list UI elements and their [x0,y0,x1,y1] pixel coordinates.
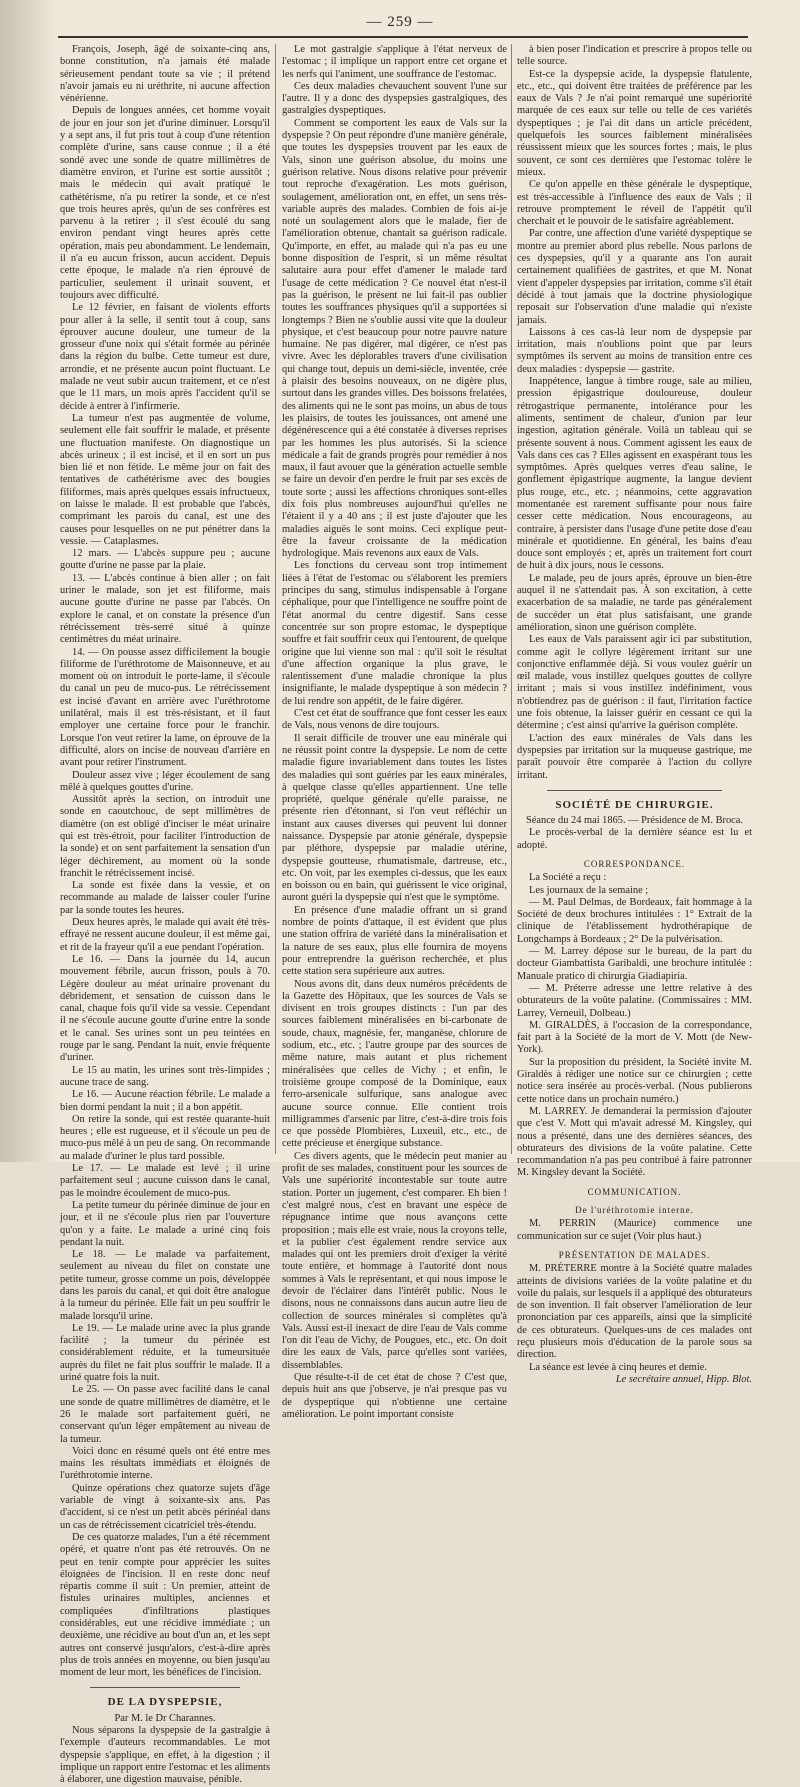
paragraph: Nous avons dit, dans deux numéros précédents de la Gazette des Hôpitaux, que les sources de Vals se divisent en trois groupes distincts : l'un par des sources faiblement minéralisées en bi-carbonate de soude, chaux, magnésie, fer, manganèse, chlorure de sodium, etc., etc. ; l'autre groupe par des sources de même nature, mais autant et plus richement minéralisées que celles de Vichy ; et enfin, le troisième groupe composé de la Dominique, eaux ferro-arsenicale sulfurique, sans analogue avec aucune source connue. Elle contient trois milligrammes d'arsenic par litre, c'est-à-dire trois fois ce que possède Plombières, Luxeuil, etc., etc., de cette précieuse et énergique substance. [282,978,507,1150]
paragraph: Le 12 février, en faisant de violents efforts pour aller à la selle, il sentit tout à coup, sans éprouver aucune douleur, une tumeur de la grosseur d'une noix qui s'était formée au périnée dans la région du bulbe. Cette tumeur est dure, arrondie, et ne présente aucun point fluctuant. Le malade ne veut subir aucun traitement, et ce n'est que le 11 mars, un mois après l'accident qu'il se décide à entrer à l'infirmerie. [60,302,270,412]
paragraph: La séance est levée à cinq heures et demie. [529,1361,707,1373]
paragraph: Que résulte-t-il de cet état de chose ? C'est que, depuis huit ans que j'observe, je n'ai presque pas vu de dyspeptique qui n'obtienne une certaine amélioration. Le point important consiste [282,1372,507,1420]
paragraph: La petite tumeur du périnée diminue de jour en jour, et il ne s'écoule plus rien par l'ouverture qu'on y a faite. Le malade a uriné cinq fois pendant la nuit. [60,1199,270,1248]
page-number: — 259 — [366,14,434,30]
communication-subtitle: De l'uréthrotomie interne. [575,1205,694,1216]
communication-heading: COMMUNICATION. [587,1186,682,1197]
paragraph: Les eaux de Vals paraissent agir ici par substitution, comme agit le collyre légèrement irritant sur une conjonctive enflammée déjà. Si vous voulez guérir un œil malade, vous instillez quelques gouttes de collyre irritant ; mais si vous instillez indéfiniment, vous n'obtiendrez pas de guérison : il faut, l'irritation factice une fois obtenue, la laisser guérir en cessant ce qui la détermine ; c'est ainsi qu'arrive la guérison complète. [517,634,752,732]
section-rule [547,790,722,791]
paragraph: M. LARREY. Je demanderai la permission d'ajouter que c'est V. Mott qui m'avait adressé M. Kingsley, qui nous a présenté, dans une des dernières séances, des obturateurs des divisions de la voûte palatine. Cette recommandation n'a pas peu contribué à faire patronner M. Kingsley devant la Société. [517,1105,752,1179]
paragraph: à bien poser l'indication et prescrire à propos telle ou telle source. [517,44,752,68]
correspondence-heading: CORRESPONDANCE. [583,859,686,869]
signature: Le secrétaire annuel, Hipp. Blot. [615,1373,752,1385]
paragraph: En présence d'une maladie offrant un si grand nombre de points d'attaque, il est évident que plus une station offrira de variété dans la minéralisation et la nature de ses eaux, plus elle fournira de moyens pour entreprendre la guérison recherchée, et plus cette station sera supérieure aux autres. [282,904,507,978]
paragraph: Le procès-verbal de la dernière séance est lu et adopté. [517,827,752,851]
paragraph: De ces quatorze malades, l'un a été récemment opéré, et quatre n'ont pas été retrouvés. On ne peut en tenir compte pour apprécier les suites éloignées de l'incision. Il en reste donc neuf répartis comme il suit : Un premier, atteint de fistules urinaires multiples, anciennes et compliquées d'infiltrations plastiques considérables, eut une récidive immédiate ; un deuxième, une récidive au bout d'un an, et les sept autres ont conservé jusqu'alors, c'est-à-dire après plus de trois années en moyenne, ou bien jusqu'au moment de leur mort, les bénéfices de l'incision. [60,1531,270,1679]
paragraph: Ces deux maladies chevauchent souvent l'une sur l'autre. Il y a donc des dyspepsies gastralgiques, des gastralgies dyspeptiques. [282,80,507,117]
paragraph: Deux heures après, le malade qui avait été très-effrayé ne ressent aucune douleur, il est même gai, et rit de la frayeur qu'il a eue pendant l'opération. [60,917,271,953]
paragraph: Il serait difficile de trouver une eau minérale qui ne réussit point contre la dyspepsie. Le nom de cette maladie figure invariablement dans toutes les listes des maladies qui sont guéries par les eaux minérales, à quelque classe qu'elles appartiennent. Une telle propriété, quelque générale qu'elle paraisse, ne présente rien d'étonnant, si l'on veut réfléchir un instant aux causes diverses qui peuvent lui donner naissance. Dyspepsie par atonie générale, dyspepsie par pléthore, dyspepsie par maladie utérine, dyspepsie goutteuse, rhumatismale, dartreuse, etc., etc. On voit, par les exemples ci-dessus, que les eaux en boisson ou en bain, qui guérissent le vice original, auront guéri la dyspepsie qui n'est que le symptôme. [282,732,507,904]
paragraph: 14. — On pousse assez difficilement la bougie filiforme de l'uréthrotome de Maisonneuve, et au moment où on introduit le porte-lame, il s'écoule du canal un peu de muco-pus. Le rétrécissement est incisé d'avant en arrière avec l'uréthrotome unilatéral, mais il est très-résistant, et il faut employer une certaine force pour le franchir. Lorsque l'on veut retirer la lame, on éprouve de la difficulté, alors on incise de nouveau d'arrière en avant pour retirer l'instrument. [60,646,270,769]
column-3 [517,44,752,1385]
paragraph: Quinze opérations chez quatorze sujets d'âge variable de vingt à soixante-six ans. Pas d'accident, si ce n'est un petit abcès périnéal dans un cas de rétrécissement cicatriciel très-étendu. [60,1482,270,1531]
paragraph: 13. — L'abcès continue à bien aller ; on fait uriner le malade, son jet est filiforme, mais aucune goutte d'urine ne passe par l'abcès. On explore le canal, et on constate la présence d'un rétrécissement très-serré situé à quinze centimètres du méat urinaire. [60,572,270,646]
article-author: Par M. le Dr Charannes. [114,1712,216,1724]
paragraph: M. GIRALDÈS, à l'occasion de la correspondance, fait part à la Société de la mort de V. Mott (de New-York). [517,1019,752,1056]
paragraph: Ce qu'on appelle en thèse générale le dyspeptique, est très-accessible à l'influence des eaux de Vals ; il retrouve promptement le réveil de l'appétit qu'il cherchait et le pouvoir de le satisfaire agréablement. [517,179,752,228]
paragraph: Douleur assez vive ; léger écoulement de sang mêlé à quelques gouttes d'urine. [60,769,270,793]
column-divider-1 [275,44,276,1154]
paragraph: 12 mars. — L'abcès suppure peu ; aucune goutte d'urine ne passe par la plaie. [60,548,270,572]
paragraph: La tumeur n'est pas augmentée de volume, seulement elle fait souffrir le malade, et présente une fluctuation manifeste. On diagnostique un abcès urineux ; il est incisé, et il en sort un pus bien lié et non fétide. Le même jour on fait des tentatives de cathétérisme avec des bougies filiformes, mais après quelques essais infructueux, on laisse le malade. Il est probable que l'abcès, comprimant les parois du canal, est une des causes pour lesquelles on ne put pénétrer dans la vessie. — Cataplasmes. [60,412,270,547]
paragraph: Sur la proposition du président, la Société invite M. Giraldès à rédiger une notice sur ce chirurgien ; cette notice sera insérée au procès-verbal. (Nous publierons cette notice dans un prochain numéro.) [517,1056,752,1105]
paragraph: Les journaux de la semaine ; [529,884,649,896]
paragraph: Le 25. — On passe avec facilité dans le canal une sonde de quatre millimètres de diamètre, et le 26 le malade sort parfaitement guéri, ne conservant qu'un léger empâtement au niveau de la tumeur. [60,1384,270,1445]
paragraph: C'est cet état de souffrance que font cesser les eaux de Vals, nous venons de dire toujours. [282,708,507,732]
paragraph: Le mot gastralgie s'applique à l'état nerveux de l'estomac ; il implique un rapport entre cet organe et les nerfs qui l'animent, une souffrance de l'estomac. [282,44,507,80]
society-title: SOCIÉTÉ DE CHIRURGIE. [555,798,714,811]
paragraph: M. PERRIN (Maurice) commence une communication sur ce sujet (Voir plus haut.) [517,1218,752,1242]
paragraph: La sonde est fixée dans la vessie, et on recommande au malade de laisser couler l'urine par la sonde toutes les heures. [60,880,270,916]
paragraph: Est-ce la dyspepsie acide, la dyspepsie flatulente, etc., etc., qui doivent être traitées de préférence par les eaux de Vals ? Je n'ai point remarqué une supériorité marquée de ces eaux sur telle ou telle de ces variétés dyspeptiques ; je l'ai dit dans un article précédent, quelquefois les sources faiblement minéralisées réussissent mieux que les sources fortes ; mais, le plus souvent, ce sont ces dernières que l'estomac tolère le mieux. [517,68,752,178]
header-rule [58,36,748,38]
paragraph: — M. Préterre adresse une lettre relative à des obturateurs de la voûte palatine. (Commissaires : MM. Larrey, Verneuil, Dolbeau.) [517,982,752,1019]
presentation-heading: PRÉSENTATION DE MALADES. [558,1249,711,1260]
paragraph: Ces divers agents, que le médecin peut manier au profit de ses malades, constituent pour les sources de Vals une supériorité incontestable sur toute autre station. Porter un jugement, c'est comparer. Eh bien ! c'est malgré nous, c'est en bravant une espèce de répugnance intime que nous avançons cette proposition ; mais elle est vraie, nous la croyons telle, et la publier c'est également rendre service aux malades qui ont les premiers droit d'exiger la vérité toute entière, et hommage à l'autorité dont nous sommes à Vals le représentant, et qui nous impose le devoir de l'éclairer dans l'intérêt public. Nous le disons, nous ne connaissons dans aucun autre lieu de collection de sources minérales si complètes qu'à Vals. Aussi est-il inexact de dire l'eau de Vals comme l'on dit l'eau de Vichy, de Pougues, etc., etc. On doit dire les eaux de Vals, parce qu'elles sont variées, dissemblables. [282,1150,507,1371]
paragraph: Le 18. — Le malade va parfaitement, seulement au niveau du filet on constate une petite tumeur, grosse comme un pois, développée dans les parois du canal, et qui doit être analogue à la tumeur du périnée. Elle fait un peu souffrir le malade lorsqu'il urine. [60,1249,270,1322]
column-1 [60,44,271,1786]
paragraph: Inappétence, langue à timbre rouge, sale au milieu, pression épigastrique douloureuse, douleur rétrogastrique permanente, intolérance pour les aliments, sentiment de chaleur, d'union par leur ingestion, agitation générale. Voilà un tableau qui se présente souvent à nous. Comment agissent les eaux de Vals dans ces cas ? Elles agissent en exaspérant tous les symptômes. Après quelques verres d'eau saline, le gonflement épigastrique augmente, la langue devient plus rouge, etc., etc. ; néanmoins, cette aggravation momentanée est rarement suffisante pour nous faire cesser cette médication. Nous encourageons, au contraire, à persister dans l'usage d'une petite dose d'eau minérale et quotidienne. En général, les bains d'eau douce sont employés ; et, après un traitement fort court de huit à dix jours, nous le cessons. [517,376,752,572]
paragraph: Aussitôt après la section, on introduit une sonde en caoutchouc, de sept millimètres de diamètre (on est obligé d'inciser le méat urinaire qui est très-étroit, pour faciliter l'introduction de la sonde) et on sent parfaitement la sensation d'un léger déchirement, au moment où la sonde franchit le rétrécissement incisé. [60,794,270,879]
paragraph: Les fonctions du cerveau sont trop intimement liées à l'état de l'estomac ou s'élaborent les premiers principes du sang, stimulus indispensable à l'organe céphalique, pour que l'intelligence ne souffre point de l'état anormal du centre digestif. Sans cesse concentrée sur son propre estomac, le dyspeptique souffre et fait souffrir ceux qui l'entourent, de quelque origine que lui vienne son mal : qu'il soit le résultat d'une affection organique la plus grave, le ralentissement d'une maladie chronique la plus insignifiante, le malade dyspeptique à son médecin ? de lui rendre son appétit, de le faire digérer. [282,560,507,707]
paragraph: Par contre, une affection d'une variété dyspeptique se montre au premier abord plus rebelle. Nous parlons de ces dyspepsies, qu'il y a quarante ans l'on aurait certainement qualifiées de gastrites, et que M. Nonat vient d'appeler dyspepsies par irritation, comme s'il était décidé à tout jamais que la doctrine physiologique reposait sur l'observation d'une maladie qui n'existe jamais. [517,228,752,326]
paragraph: François, Joseph, âgé de soixante-cinq ans, bonne constitution, n'a jamais été malade sérieusement pendant toute sa vie ; il prétend n'avoir jamais eu ni uréthrite, ni aucune affection vénérienne. [60,44,270,105]
paragraph: Le 17. — Le malade est levé ; il urine parfaitement seul ; aucune cuisson dans le canal, pas le moindre écoulement de muco-pus. [60,1163,270,1199]
paragraph: Laissons à ces cas-là leur nom de dyspepsie par irritation, mais n'oublions point que par leurs symptômes ils servent au moins de transition entre ces deux maladies : dyspepsie — gastrite. [517,326,752,375]
paragraph: — M. Larrey dépose sur le bureau, de la part du docteur Giambattista Garibaldi, une brochure intitulée : Manuale pratico di chirurgia Giadiapiria. [517,946,752,982]
paragraph: Voici donc en résumé quels ont été entre mes mains les résultats immédiats et éloignés de l'uréthrotomie interne. [60,1445,270,1482]
column-divider-2 [511,44,512,1154]
paragraph: On retire la sonde, qui est restée quarante-huit heures ; elle est rugueuse, et il s'écoule un peu de muco-pus mêlé à un peu de sang. On recommande au malade d'uriner le plus tard possible. [60,1113,270,1162]
paragraph: Le 16. — Aucune réaction fébrile. Le malade a bien dormi pendant la nuit ; il a bon appétit. [60,1089,270,1113]
article-title: DE LA DYSPEPSIE, [107,1696,223,1709]
session-line: Séance du 24 mai 1865. — Présidence de M. Broca. [526,815,743,827]
paragraph: Depuis de longues années, cet homme voyait de jour en jour son jet d'urine diminuer. Lorsqu'il y a sept ans, il fut pris tout à coup d'une rétention complète d'urine, sans cause connue ; il a été sondé avec une sonde de quatre millimètres de diamètre environ, et l'urine est sortie aussitôt ; mais le médecin qui avait pratiqué le cathétérisme, n'a pu retirer la sonde, et ce n'est que trois heures après, qu'un de ses confrères est parvenu à la retirer ; il s'est écoulé du sang environ pendant vingt heures après cette opération, mais peu abondamment. Le lendemain, il n'a eu aucun frisson, aucun accident. Depuis cette époque, le malade n'a rien éprouvé de particulier, seulement il urinait souvent, et toujours avec difficulté. [60,105,270,301]
paragraph: Le 15 au matin, les urines sont très-limpides ; aucune trace de sang. [60,1064,270,1088]
binding-shadow [0,0,58,1162]
column-2 [282,44,507,1420]
paragraph: — M. Paul Delmas, de Bordeaux, fait hommage à la Société de deux brochures intitulées : 1° Extrait de la clinique de l'établissement hydrothérapique de Longchamps à Bordeaux ; 2° De la pulvérisation. [517,896,752,945]
paragraph: Le 16. — Dans la journée du 14, aucun mouvement fébrile, aucun frisson, pouls à 70. Légère douleur au méat urinaire provenant du débridement, et sensation de cuisson dans le canal, chaque fois qu'il vide sa vessie. Cependant il ne s'écoule aucune goutte d'urine entre la sonde et le canal. Ses urines sont un peu teintées en rouge par le sang. Pendant la nuit, envie fréquente d'uriner. [60,953,270,1064]
paragraph: L'action des eaux minérales de Vals dans les dyspepsies par irritation sur la muqueuse gastrique, me paraît pouvoir être comparée à l'action du collyre irritant. [517,732,752,781]
section-rule [90,1687,240,1688]
paragraph: M. PRÉTERRE montre à la Société quatre malades atteints de divisions variées de la voûte palatine et du voile du palais, sur lesquels il a appliqué des obturateurs de son invention. Il fait observer l'amélioration de leur prononciation par ces appareils, ainsi que la simplicité de ces obturateurs. Quelques-uns de ces malades ont reçu plusieurs mois d'éducation de la parole sous sa direction. [517,1263,752,1361]
paragraph: Comment se comportent les eaux de Vals sur la dyspepsie ? On peut répondre d'une manière générale, que toutes les dyspepsies trouvent par les eaux de Vals, sinon une guérison absolue, du moins une guérison relative. Nous disons relative pour prévenir tout reproche d'exagération. Les mots guérison, soulagement, amélioration ont, en effet, un sens très-variable auprès des malades. Combien de fois ai-je noté un soulagement alors que le malade, fier de l'amélioration obtenue, chantait sa guérison radicale. Qu'importe, en effet, au malade qui n'a pas eu une bonne disposition de l'esprit, si un même résultat salutaire aura pour effet d'amener le malade tard l'usage de cette médication ? Ce nouvel état n'est-il pas la guérison, le présent ne lui fait-il pas oublier toutes les souffrances physiques qu'il a supportées si longtemps ? Bien ne s'oublie aussi vite que la douleur physique, et c'est beaucoup pour notre pauvre nature humaine. Ne pas digérer, mal digérer, ce n'est pas vivre. Avec les déplorables travers d'une civilisation qui change tout, depuis un demi-siècle, inventée, crée à plaisir des besoins nouveaux, on ne digère plus, surtout dans les grandes villes. Des boissons frelatées, des aliments qui ne le sont pas moins, un abus de tous les plaisirs, de toutes les jouissances, ont amené une dégénérescence qui a été constatée à diverses reprises par les hommes les plus autorisés. Si la science médicale a fait de grands progrès pour remédier à nos maux, il faut avouer que la génération actuelle semble se faire un devoir d'en perdre le fruit par ses excès de toute sorte ; aussi les affections chroniques sont-elles dix fois plus nombreuses aujourd'hui qu'elles ne l'étaient il y a 40 ans ; il est juste d'ajouter que les maladies aiguës le sont moins. Ceci explique peut-être la faveur croissante de la médication hydrologique. Mais revenons aux eaux de Vals. [282,117,507,560]
paragraph: La Société a reçu : [529,872,607,884]
paragraph: Le malade, peu de jours après, éprouve un bien-être auquel il ne s'attendait pas. À son excitation, à cette exacerbation de sa maladie, ne tarde pas généralement de succéder un état plus satisfaisant, une grande amélioration, sinon une guérison complète. [517,572,752,633]
paragraph: Nous séparons la dyspepsie de la gastralgie à l'exemple d'auteurs recommandables. Le mot dyspepsie s'applique, en effet, à la digestion ; il implique un rapport entre l'estomac et les aliments à élaborer, une digestion mauvaise, pénible. [60,1725,270,1786]
paragraph: Le 19. — Le malade urine avec la plus grande facilité ; la tumeur du périnée est considérablement réduite, et la tumeursituée auprès du filet ne fait plus souffrir le malade. Il a uriné quatre fois la nuit. [60,1322,270,1384]
